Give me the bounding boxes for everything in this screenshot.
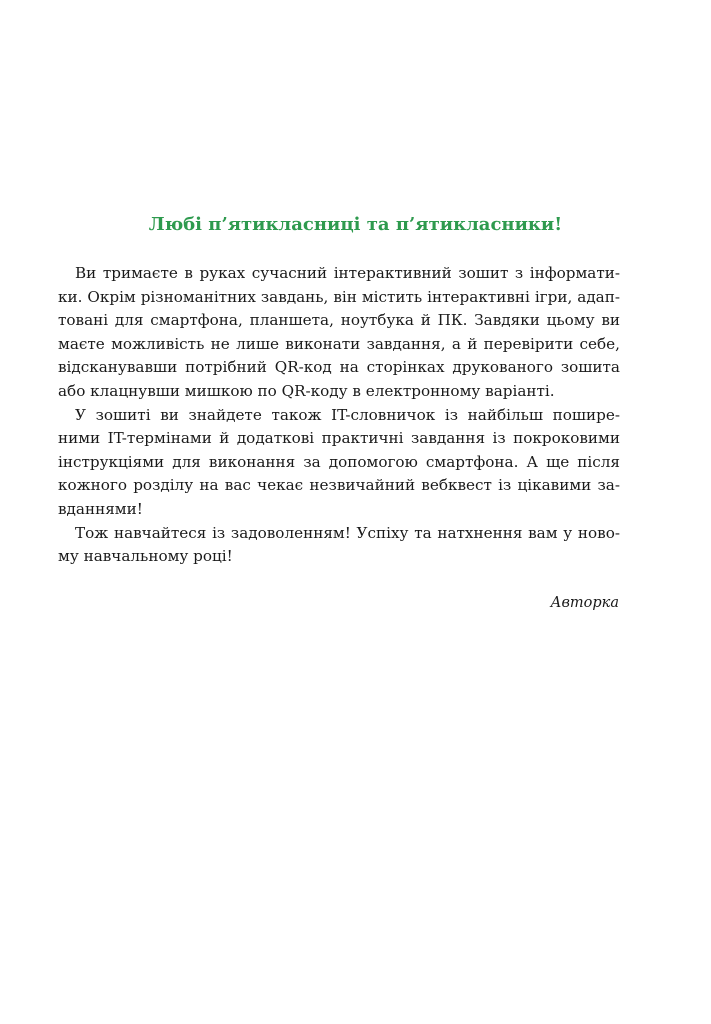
paragraph-2-line-3: інструкціями для виконання за допомогою смартфона. А ще після [58, 452, 620, 471]
paragraph-2-line-1: У зошиті ви знайдете також IT-словничок із найбільш поширe- [75, 405, 620, 424]
author-signature: Авторка [550, 595, 619, 611]
paragraph-1-line-1: Ви тримаєте в руках сучасний інтерактивний зошит з інформати- [75, 264, 620, 282]
paragraph-2-line-2: ними IT-термінами й додаткові практичні завдання із покроковими [58, 429, 620, 448]
paragraph-3-line-1: Тож навчайтеся із задоволенням! Успіху та натхнення вам у ново- [75, 523, 620, 542]
paragraph-3-line-2: му навчальному році! [58, 547, 233, 566]
paragraph-1-line-2: ки. Окрім різноманітних завдань, він містить інтерактивні ігри, адап- [58, 287, 620, 306]
paragraph-1-line-4: маєте можливість не лише виконати завдання, а й перевірити себе, [58, 334, 620, 353]
body-text [58, 262, 620, 569]
paragraph-1-line-6: або клацнувши мишкою по QR-коду в електронному варіанті. [58, 381, 555, 400]
paragraph-1-line-3: товані для смартфона, планшета, ноутбука й ПК. Завдяки цьому ви [58, 311, 620, 330]
paragraph-2-line-4: кожного розділу на вас чекає незвичайний вебквест із цікавими за- [58, 476, 620, 495]
paragraph-1-line-5: відсканувавши потрібний QR-код на сторінках друкованого зошита [58, 358, 620, 377]
paragraph-2-line-5: вданнями! [58, 499, 143, 518]
page-title: Любі п’ятикласниці та п’ятикласники! [148, 214, 563, 235]
